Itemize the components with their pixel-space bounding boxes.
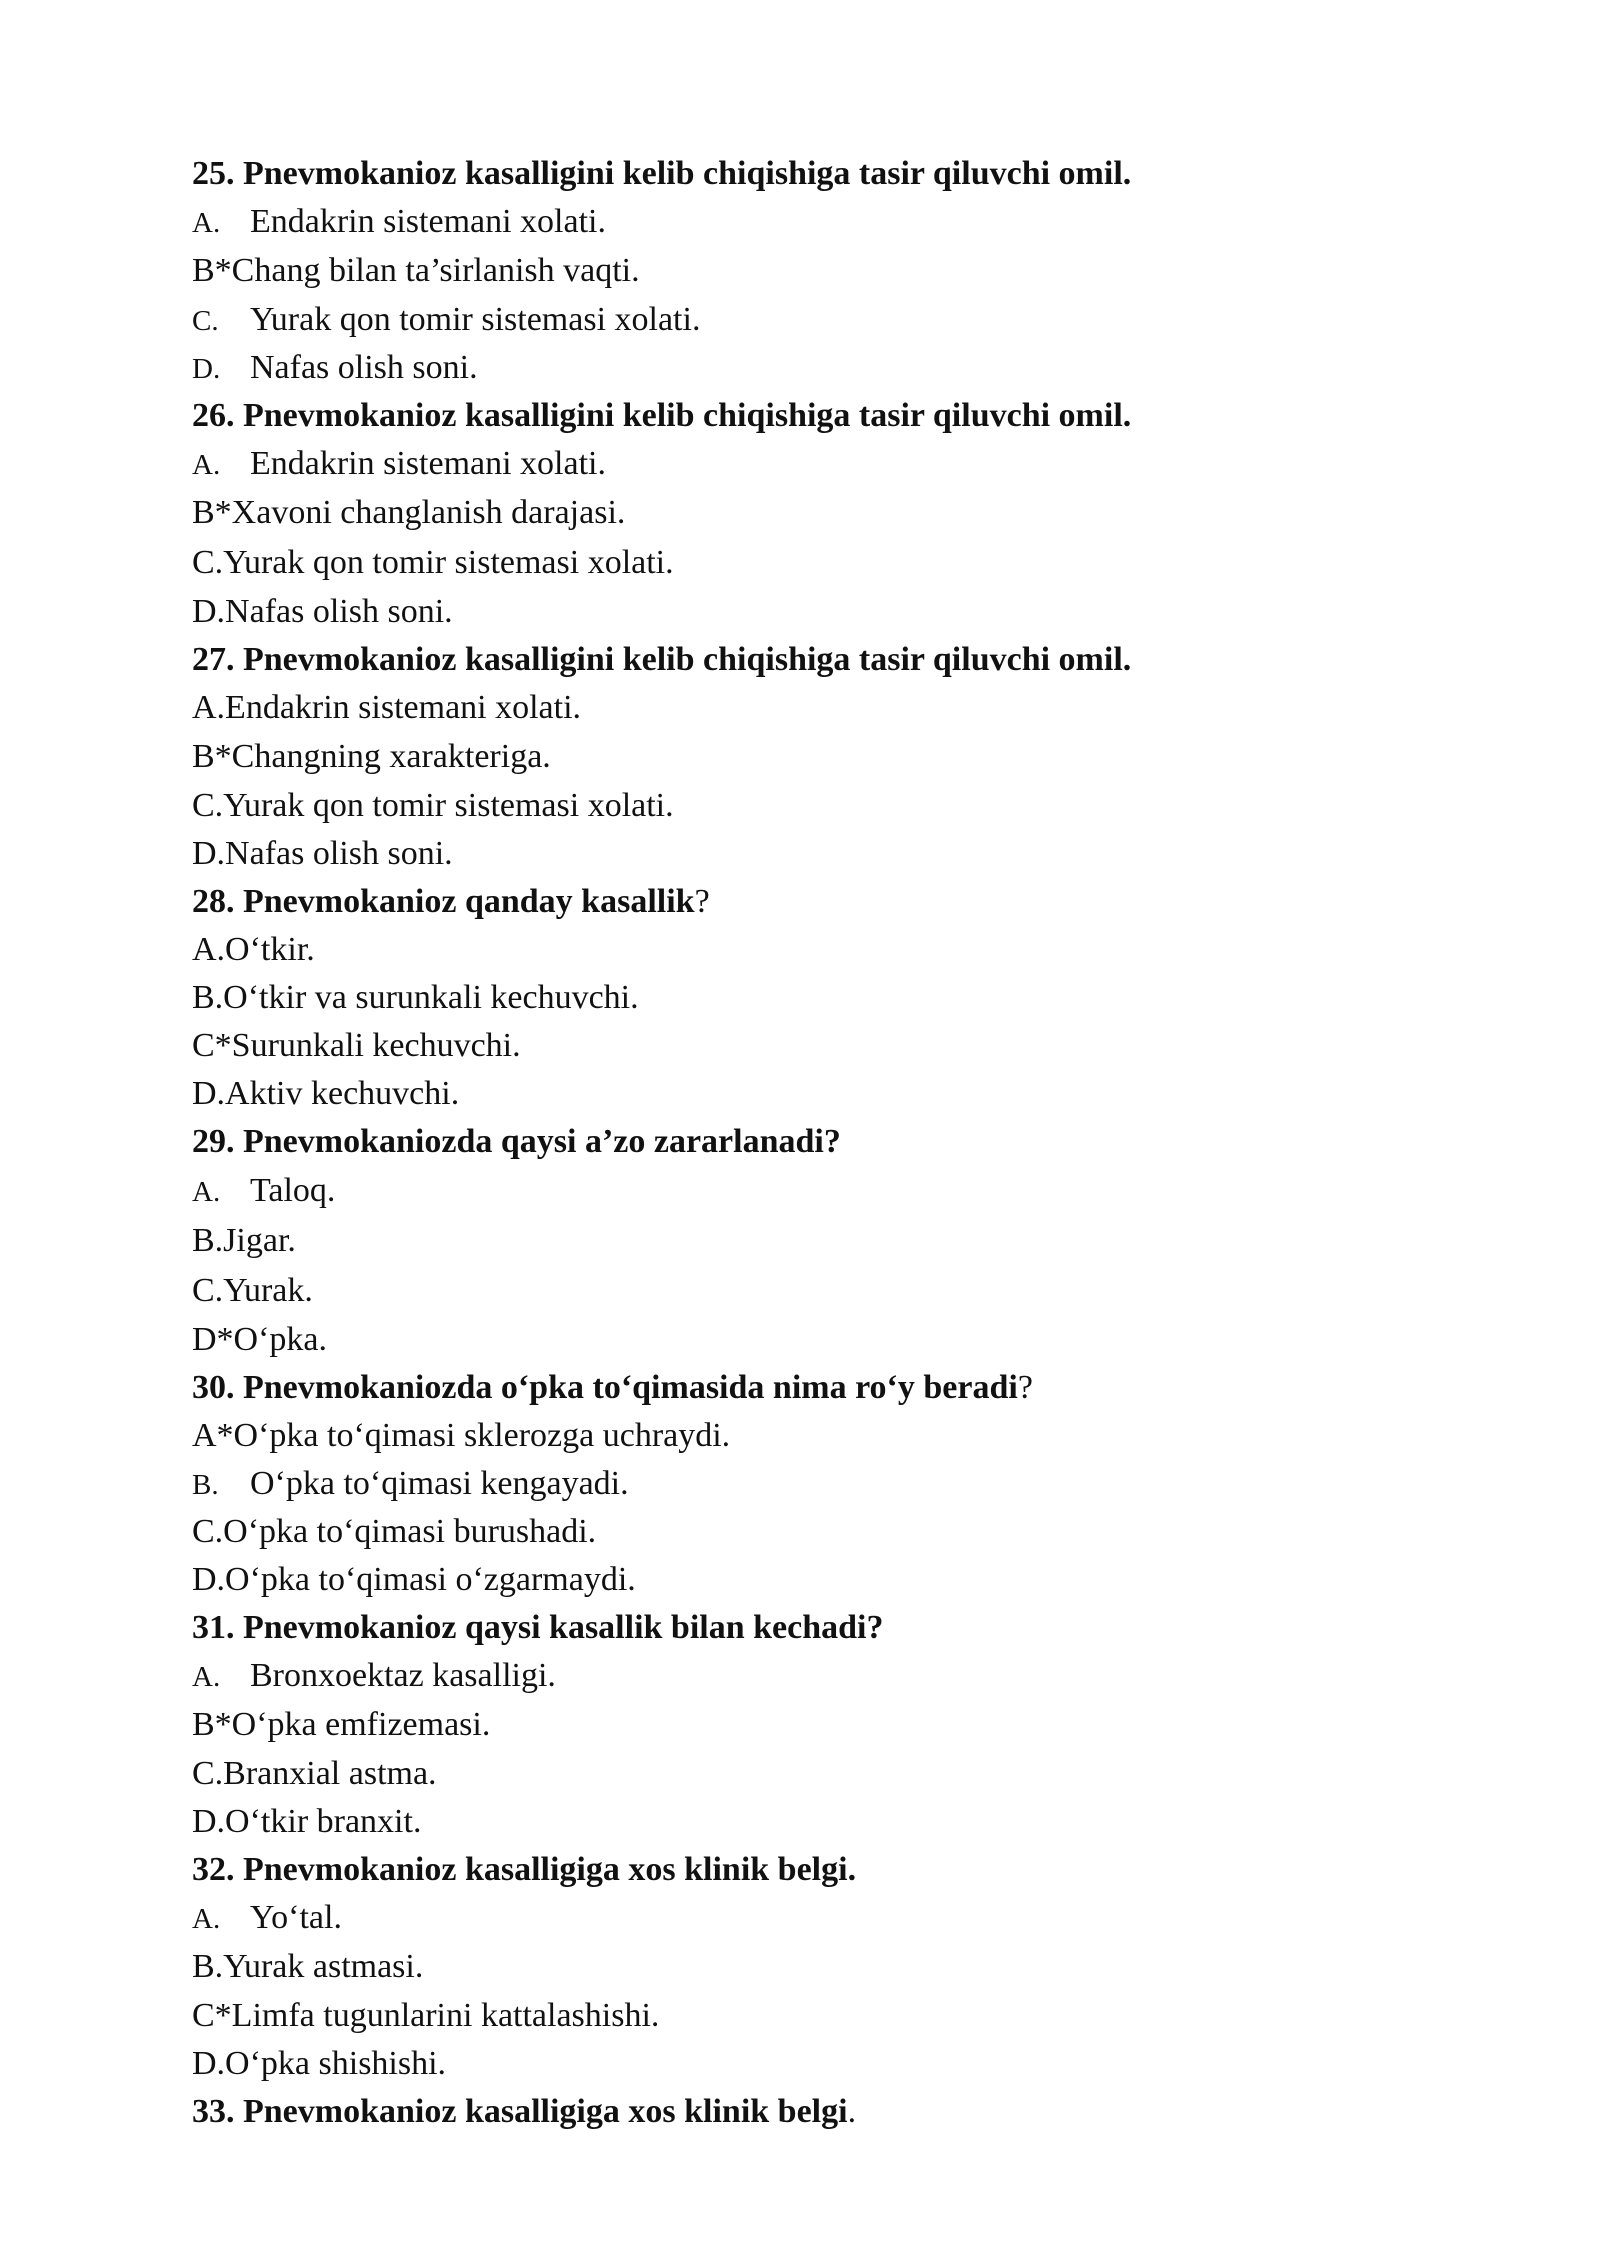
answer-option: A. Yo‘tal. [192,1899,342,1936]
answer-option: C.Yurak qon tomir sistemasi xolati. [192,787,674,824]
answer-option: A. Endakrin sistemani xolati. [192,445,606,482]
answer-option: C*Surunkali kechuvchi. [192,1027,521,1064]
answer-option: D.O‘pka shishishi. [192,2045,447,2082]
answer-option: D.Nafas olish soni. [192,593,453,630]
answer-option: B*Xavoni changlanish darajasi. [192,494,626,531]
answer-option: C.Yurak qon tomir sistemasi xolati. [192,544,674,581]
question-title: 32. Pnevmokanioz kasalligiga xos klinik belgi. [192,1851,857,1888]
answer-option: B.Jigar. [192,1222,296,1259]
answer-option: C. Yurak qon tomir sistemasi xolati. [192,301,701,338]
document-page [192,150,1452,2136]
answer-option: C.Branxial astma. [192,1755,437,1792]
answer-option: A. Bronxoektaz kasalligi. [192,1657,556,1694]
answer-option: B.Yurak astmasi. [192,1948,424,1985]
answer-option: C*Limfa tugunlarini kattalashishi. [192,1997,660,2034]
answer-option: A*O‘pka to‘qimasi sklerozga uchraydi. [192,1417,731,1454]
answer-option: B*Changning xarakteriga. [192,738,551,775]
answer-option: A. Endakrin sistemani xolati. [192,203,606,240]
answer-option: A.Endakrin sistemani xolati. [192,689,582,726]
answer-option: B. O‘pka to‘qimasi kengayadi. [192,1465,629,1502]
question-title: 29. Pnevmokaniozda qaysi a’zo zararlanadi? [192,1123,841,1160]
question-title: 27. Pnevmokanioz kasalligini kelib chiqishiga tasir qiluvchi omil. [192,641,1132,678]
answer-option: D.O‘tkir branxit. [192,1803,422,1840]
answer-option: D. Nafas olish soni. [192,349,478,386]
answer-option: D.Nafas olish soni. [192,835,453,872]
answer-option: B*O‘pka emfizemasi. [192,1706,491,1743]
question-title: 25. Pnevmokanioz kasalligini kelib chiqishiga tasir qiluvchi omil. [192,155,1132,192]
answer-option: C.O‘pka to‘qimasi burushadi. [192,1513,597,1550]
answer-option: B.O‘tkir va surunkali kechuvchi. [192,979,639,1016]
question-title: 30. Pnevmokaniozda o‘pka to‘qimasida nima ro‘y beradi? [192,1369,1033,1406]
question-title: 31. Pnevmokanioz qaysi kasallik bilan kechadi? [192,1609,884,1646]
question-title: 26. Pnevmokanioz kasalligini kelib chiqishiga tasir qiluvchi omil. [192,397,1132,434]
answer-option: D.Aktiv kechuvchi. [192,1075,460,1112]
question-title: 33. Pnevmokanioz kasalligiga xos klinik belgi. [192,2093,857,2130]
answer-option: A. Taloq. [192,1172,336,1209]
answer-option: A.O‘tkir. [192,931,315,968]
answer-option: D.O‘pka to‘qimasi o‘zgarmaydi. [192,1561,636,1598]
answer-option: C.Yurak. [192,1272,313,1309]
answer-option: B*Chang bilan ta’sirlanish vaqti. [192,252,640,289]
answer-option: D*O‘pka. [192,1321,328,1358]
question-title: 28. Pnevmokanioz qanday kasallik? [192,883,710,920]
